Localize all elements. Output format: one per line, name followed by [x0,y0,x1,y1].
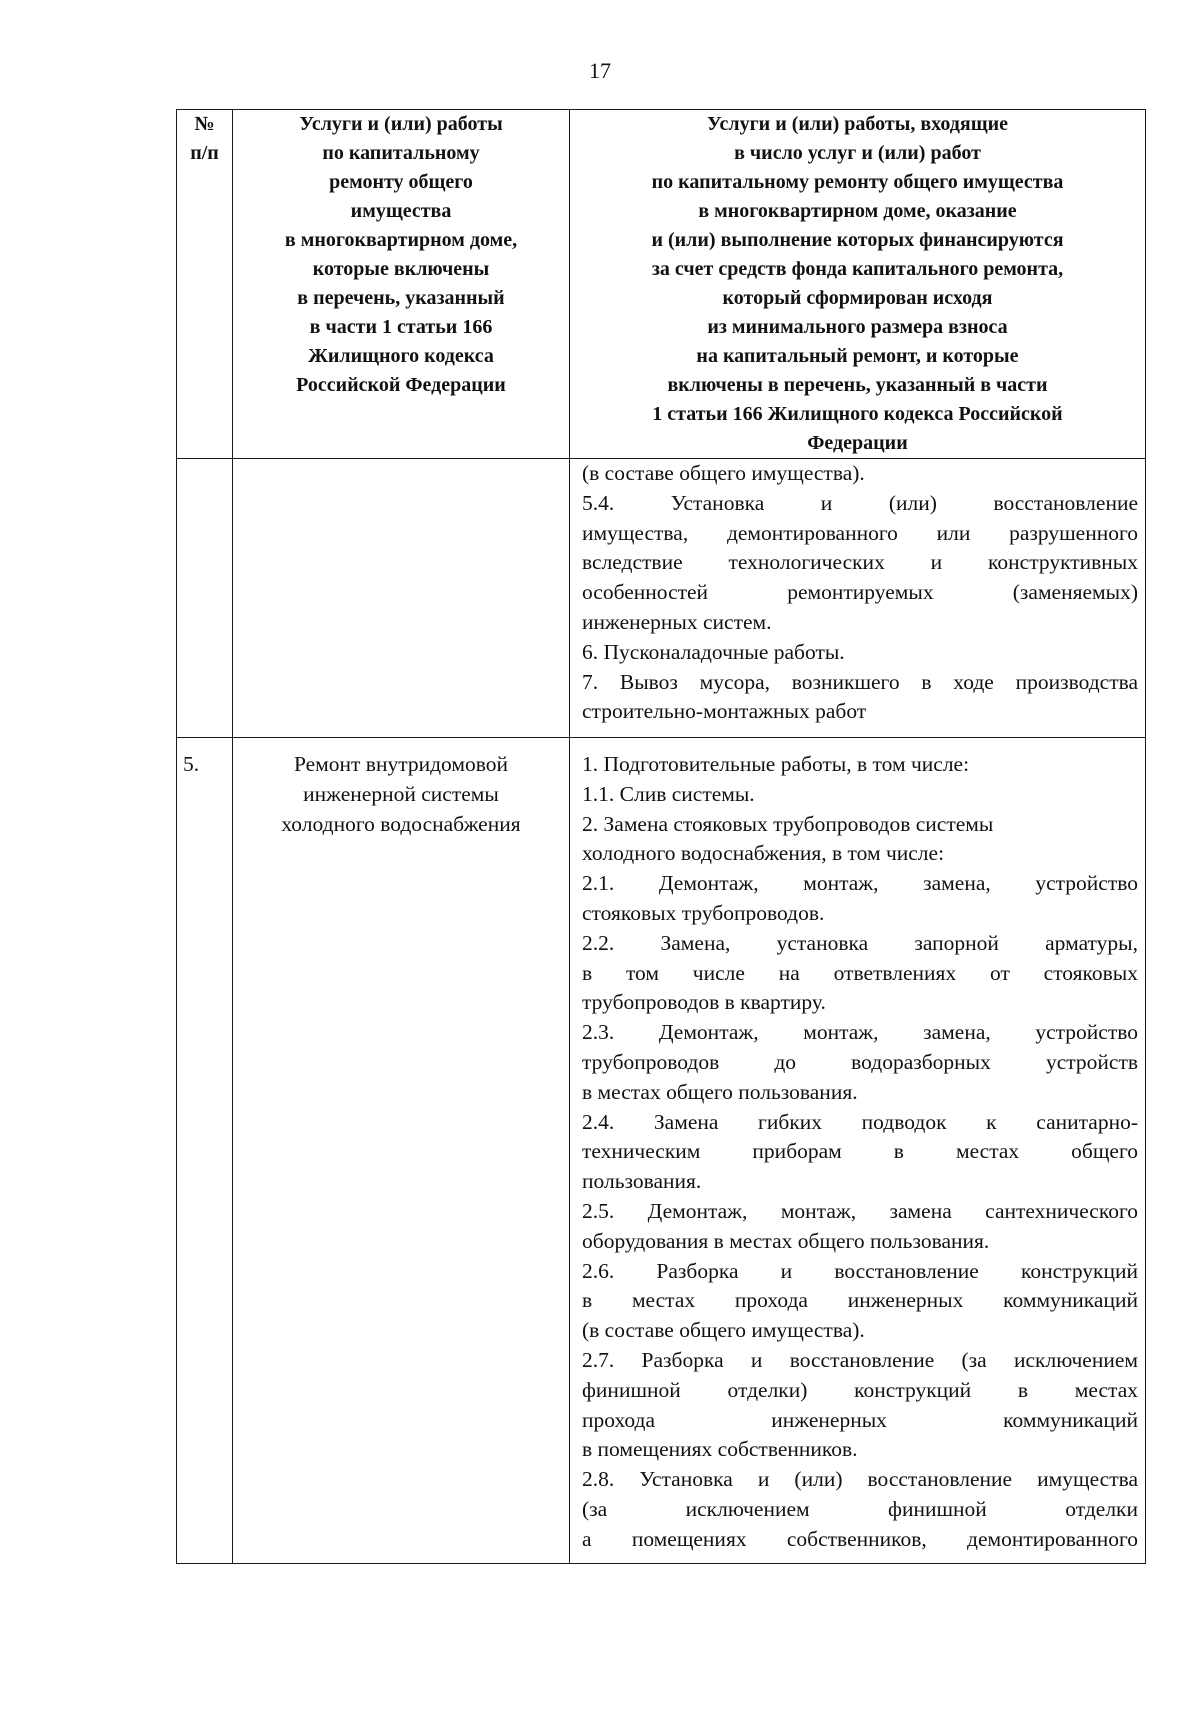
header-line: по капитальному [322,142,480,164]
works-line: 2.3. Демонтаж, монтаж, замена, устройство [582,1020,1138,1045]
cell-number-empty [177,459,233,738]
works-line: в том числе на ответвлениях от стояковых [582,960,1138,985]
works-line: трубопроводов в квартиру. [582,990,826,1015]
cell-service [233,738,570,1564]
header-line: Федерации [807,432,908,454]
works-line: 2.4. Замена гибких подводок к санитарно- [582,1109,1138,1134]
service-line: холодного водоснабжения [281,811,521,836]
header-line: за счет средств фонда капитального ремонта, [651,258,1064,280]
header-line: из минимального размера взноса [707,316,1008,338]
works-line: техническим приборам в местах общего [582,1139,1138,1164]
header-line: № [194,113,215,135]
header-line: в многоквартирном доме, оказание [698,200,1017,222]
service-line: инженерной системы [303,781,499,806]
header-line: включены в перечень, указанный в части [667,374,1048,396]
header-line: в число услуг и (или) работ [734,142,981,164]
row-number: 5. [183,752,200,776]
header-line: имущества [350,200,452,222]
works-line: 2.5. Демонтаж, монтаж, замена сантехнического [582,1198,1138,1223]
works-line: 2.6. Разборка и восстановление конструкций [582,1258,1138,1283]
header-line: которые включены [312,258,490,280]
cell-works-continuation [570,459,1146,738]
works-line: 6. Пусконаладочные работы. [582,639,845,664]
cell-service-empty [233,459,570,738]
works-line: (за исключением финишной отделки [582,1496,1138,1521]
works-line: финишной отделки) конструкций в местах [582,1377,1138,1402]
works-line: трубопроводов до водоразборных устройств [582,1049,1138,1074]
works-line: (в составе общего имущества). [582,1318,865,1343]
works-line: 1. Подготовительные работы, в том числе: [582,752,970,776]
works-line: вследствие технологических и конструктивных [582,550,1138,575]
works-line: в местах общего пользования. [582,1079,858,1104]
header-line: по капитальному ремонту общего имущества [651,171,1064,193]
header-line: на капитальный ремонт, и которые [696,345,1019,367]
works-line: имущества, демонтированного или разрушенного [582,520,1138,545]
works-line: 2.7. Разборка и восстановление (за исключением [582,1347,1138,1372]
header-number-column [177,110,233,459]
header-works-column [570,110,1146,459]
header-line: который сформирован исходя [722,287,993,309]
services-table [176,109,1146,1564]
service-line: Ремонт внутридомовой [293,752,509,776]
works-line: особенностей ремонтируемых (заменяемых) [582,580,1138,605]
works-line: прохода инженерных коммуникаций [582,1407,1138,1432]
table-header-row [177,110,1146,459]
table-row-5 [177,738,1146,1564]
works-line: 2. Замена стояковых трубопроводов системы [582,811,994,836]
cell-number [177,738,233,1564]
works-line: 2.8. Установка и (или) восстановление имущества [582,1467,1138,1492]
header-line: п/п [190,142,219,164]
works-line: строительно-монтажных работ [582,699,867,724]
header-line: и (или) выполнение которых финансируются [651,229,1064,251]
header-line: Российской Федерации [296,374,506,396]
header-line: Жилищного кодекса [308,345,494,367]
header-line: Услуги и (или) работы [299,113,503,135]
works-line: в помещениях собственников. [582,1437,858,1462]
works-line: холодного водоснабжения, в том числе: [582,841,945,866]
works-line: инженерных систем. [582,609,772,634]
works-line: 2.1. Демонтаж, монтаж, замена, устройство [582,871,1138,896]
table-row-continuation [177,459,1146,738]
header-line: в перечень, указанный [297,287,505,309]
header-line: ремонту общего [329,171,473,193]
works-line: (в составе общего имущества). [582,461,865,485]
works-line: 7. Вывоз мусора, возникшего в ходе производства [582,669,1138,694]
works-line: 2.2. Замена, установка запорной арматуры, [582,930,1138,955]
header-services-column [233,110,570,459]
works-line: стояковых трубопроводов. [582,900,825,925]
works-line: в местах прохода инженерных коммуникаций [582,1288,1138,1313]
works-line: а помещениях собственников, демонтированного [582,1526,1138,1551]
header-line: Услуги и (или) работы, входящие [706,113,1009,135]
works-line: оборудования в местах общего пользования. [582,1228,990,1253]
header-line: в части 1 статьи 166 [309,316,493,338]
header-line: в многоквартирном доме, [284,229,518,251]
page-number: 17 [589,58,611,83]
works-line: 5.4. Установка и (или) восстановление [582,490,1138,515]
header-line: 1 статьи 166 Жилищного кодекса Российской [652,403,1063,425]
cell-works [570,738,1146,1564]
works-line: пользования. [582,1169,702,1194]
works-line: 1.1. Слив системы. [582,781,755,806]
